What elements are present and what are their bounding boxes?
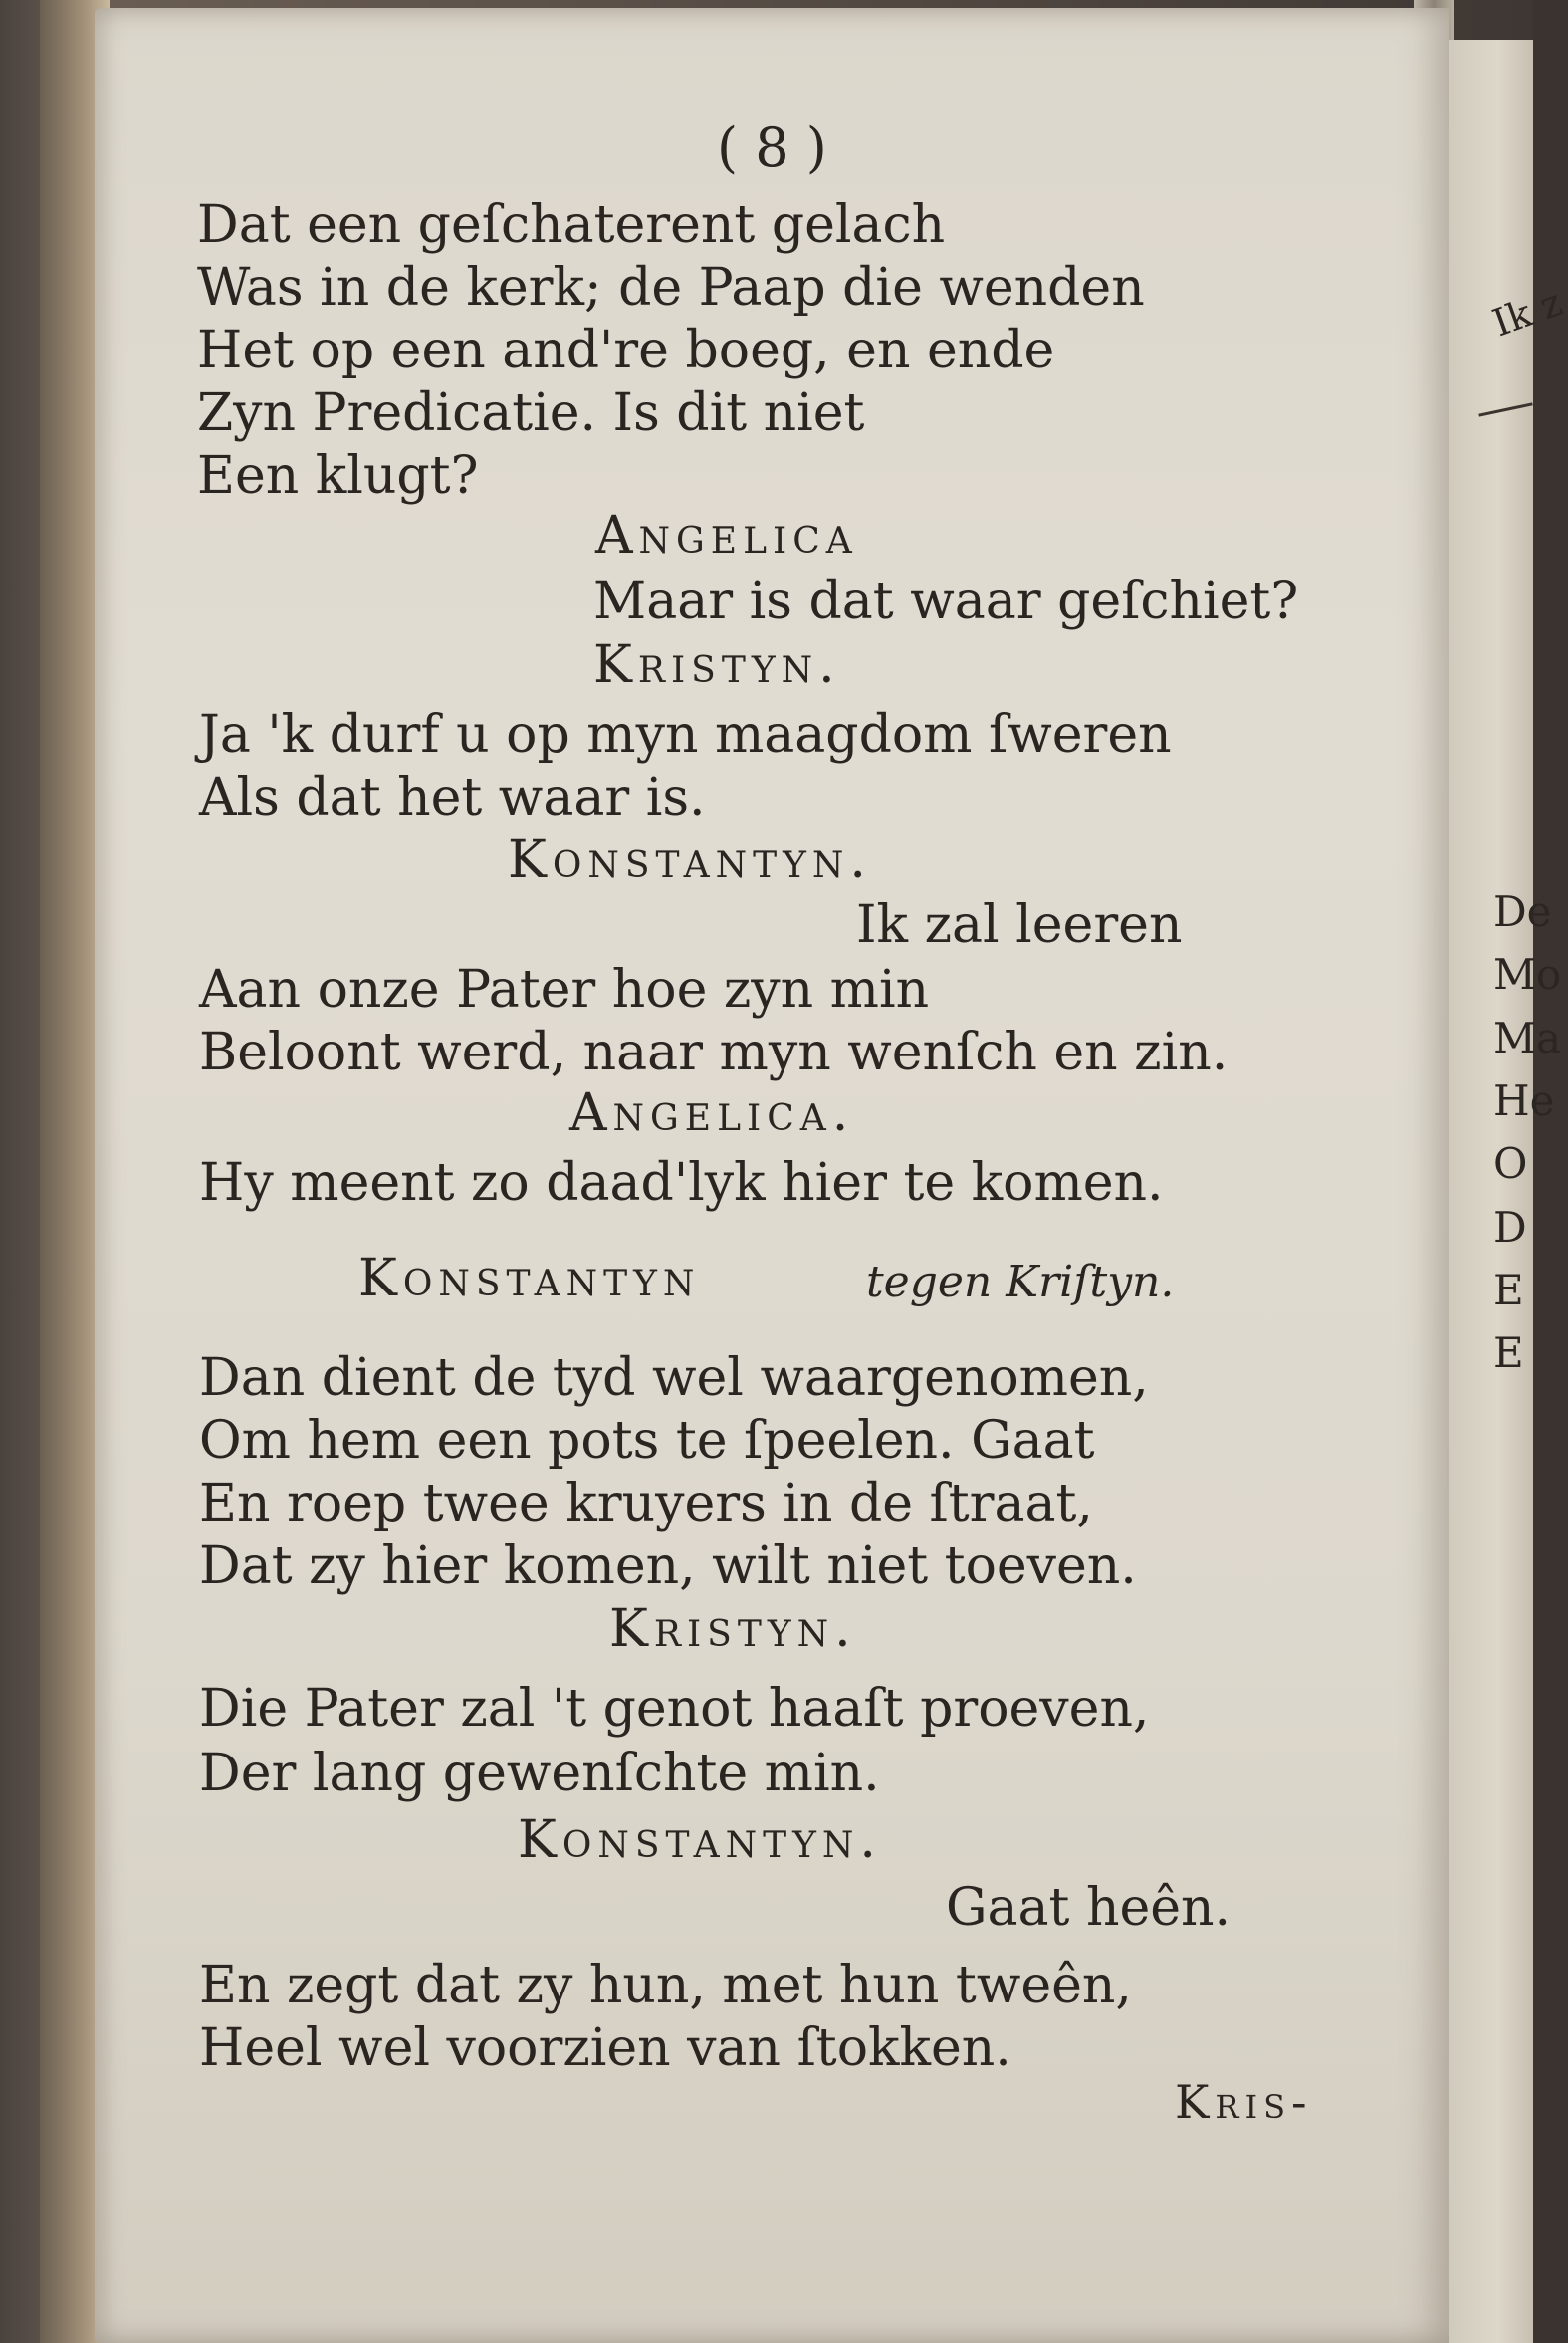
verse-line: Aan onze Pater hoe zyn min <box>199 960 930 1020</box>
catchword: Kris- <box>1175 2075 1313 2129</box>
speaker-name: Konstantyn. <box>518 1810 882 1870</box>
facing-fragment: Mo <box>1493 950 1562 999</box>
verse-line: Als dat het waar is. <box>199 768 706 827</box>
verse-line: Der lang gewenſchte min. <box>199 1744 880 1803</box>
facing-fragment: E <box>1493 1328 1524 1377</box>
verse-line: Het op een and're boeg, en ende <box>197 321 1055 380</box>
verse-line: Om hem een pots te ſpeelen. Gaat <box>199 1411 1095 1471</box>
verse-line: Zyn Predicatie. Is dit niet <box>197 383 865 443</box>
speaker-name: Angelica. <box>569 1083 855 1143</box>
facing-fragment: O <box>1493 1139 1528 1188</box>
facing-fragment: E <box>1493 1266 1524 1314</box>
verse-line: Die Pater zal 't genot haaſt proeven, <box>199 1679 1150 1739</box>
verse-line: Beloont werd, naar myn wenſch en zin. <box>199 1023 1229 1082</box>
verse-line: Een klugt? <box>197 446 479 506</box>
verse-line: Gaat heên. <box>946 1878 1232 1938</box>
verse-line: Dan dient de tyd wel waargenomen, <box>199 1348 1149 1408</box>
speaker-name: Konstantyn <box>358 1249 701 1308</box>
speaker-name: Kristyn. <box>593 635 841 695</box>
facing-fragment: Ik z <box>1486 280 1568 346</box>
verse-line: En roep twee kruyers in de ſtraat, <box>199 1474 1093 1533</box>
speaker-name: Konstantyn. <box>508 830 872 890</box>
facing-fragment: D <box>1493 1203 1527 1252</box>
verse-line: Ik zal leeren <box>856 895 1183 955</box>
facing-fragment: Ma <box>1493 1014 1562 1062</box>
verse-line: En zegt dat zy hun, met hun tweên, <box>199 1956 1132 2015</box>
verse-line: Ja 'k durf u op myn maagdom ſweren <box>199 705 1172 765</box>
page-number: ( 8 ) <box>717 117 827 179</box>
verse-line: Dat zy hier komen, wilt niet toeven. <box>199 1536 1137 1596</box>
speaker-name: Kristyn. <box>609 1599 857 1659</box>
stage-direction: tegen Kriſtyn. <box>866 1257 1175 1307</box>
speaker-name: Angelica <box>595 506 858 566</box>
verse-line: Dat een geſchaterent gelach <box>197 195 946 255</box>
verse-line: Was in de kerk; de Paap die wenden <box>197 258 1145 318</box>
facing-fragment: De <box>1493 887 1552 936</box>
facing-page <box>1444 40 1562 2343</box>
verse-line: Maar is dat waar geſchiet? <box>593 572 1299 631</box>
facing-fragment: He <box>1493 1076 1555 1125</box>
verse-line: Heel wel voorzien van ſtokken. <box>199 2018 1011 2078</box>
verse-line: Hy meent zo daad'lyk hier te komen. <box>199 1153 1164 1213</box>
